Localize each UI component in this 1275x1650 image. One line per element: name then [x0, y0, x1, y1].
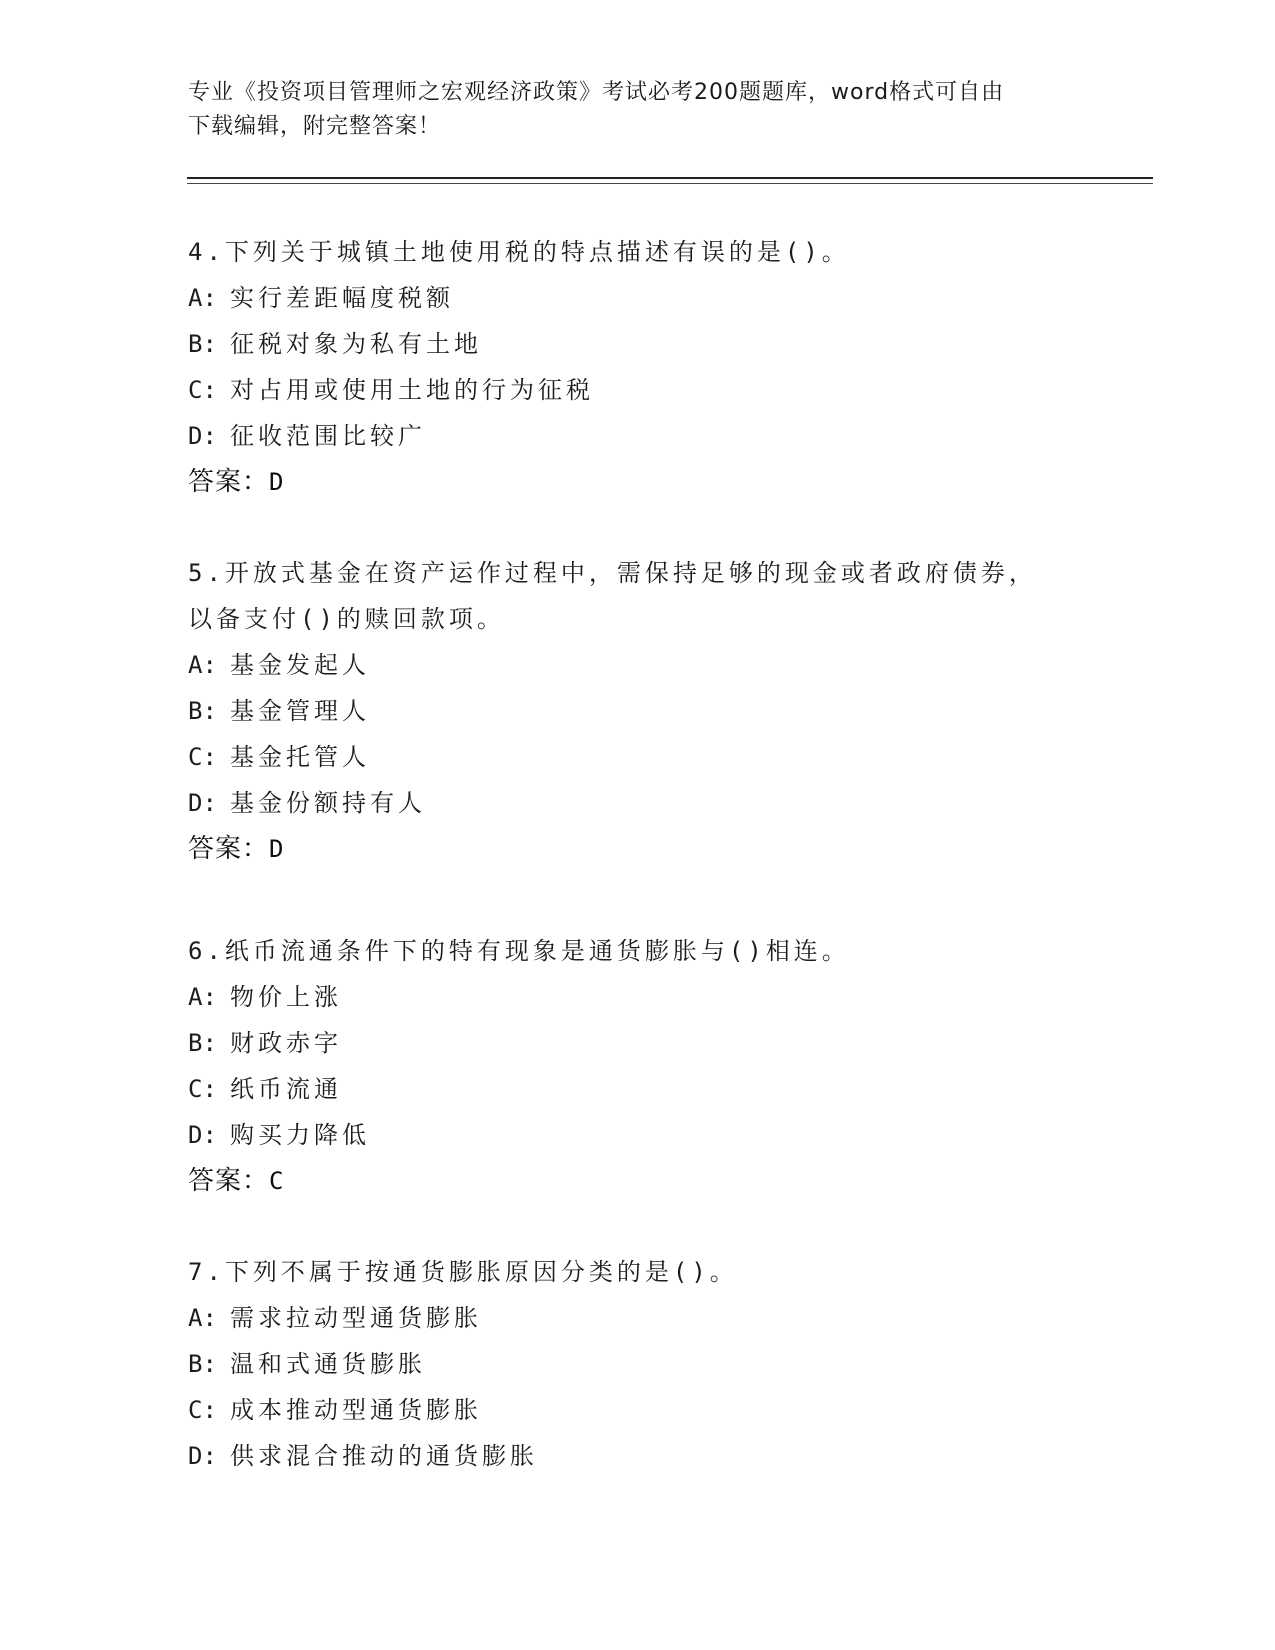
option-text: 实行差距幅度税额	[230, 284, 454, 312]
option-c	[188, 1066, 1088, 1112]
question-stem: 6.纸币流通条件下的特有现象是通货膨胀与()相连。	[188, 937, 850, 965]
option-a	[188, 275, 1088, 321]
option-key: B:	[188, 330, 217, 358]
answer	[188, 1158, 1088, 1204]
question-stem: 4.下列关于城镇土地使用税的特点描述有误的是()。	[188, 238, 850, 266]
option-c	[188, 734, 1088, 780]
header-line-1: 专业《投资项目管理师之宏观经济政策》考试必考200题题库，word格式可自由	[188, 80, 1005, 105]
question-5	[188, 550, 1088, 872]
option-key: C:	[188, 1075, 217, 1103]
option-text: 基金发起人	[230, 651, 370, 679]
option-key: B:	[188, 1029, 217, 1057]
option-b	[188, 321, 1088, 367]
option-text: 购买力降低	[230, 1121, 370, 1149]
option-key: A:	[188, 284, 217, 312]
answer-label: 答案：	[188, 834, 270, 864]
option-key: A:	[188, 651, 217, 679]
option-a	[188, 642, 1088, 688]
answer-value: D	[269, 835, 285, 863]
header-divider-thick	[187, 177, 1153, 179]
answer	[188, 826, 1088, 872]
option-text: 基金托管人	[230, 743, 370, 771]
header-line-2: 下载编辑，附完整答案！	[188, 114, 442, 139]
option-key: A:	[188, 1304, 217, 1332]
option-text: 成本推动型通货膨胀	[230, 1396, 482, 1424]
option-c	[188, 1387, 1088, 1433]
option-text: 需求拉动型通货膨胀	[230, 1304, 482, 1332]
option-key: D:	[188, 1121, 217, 1149]
option-text: 基金份额持有人	[230, 789, 426, 817]
question-7	[188, 1249, 1088, 1479]
option-d	[188, 780, 1088, 826]
option-text: 温和式通货膨胀	[230, 1350, 426, 1378]
option-b	[188, 1020, 1088, 1066]
option-a	[188, 1295, 1088, 1341]
option-text: 基金管理人	[230, 697, 370, 725]
option-key: B:	[188, 1350, 217, 1378]
document-header	[188, 76, 1088, 144]
option-key: C:	[188, 1396, 217, 1424]
option-key: C:	[188, 743, 217, 771]
option-key: D:	[188, 422, 217, 450]
answer-value: C	[269, 1167, 285, 1195]
option-b	[188, 688, 1088, 734]
option-key: C:	[188, 376, 217, 404]
option-key: D:	[188, 1442, 217, 1470]
answer-label: 答案：	[188, 467, 270, 497]
option-text: 纸币流通	[230, 1075, 342, 1103]
option-text: 征税对象为私有土地	[230, 330, 482, 358]
answer-value: D	[269, 468, 285, 496]
option-text: 征收范围比较广	[230, 422, 426, 450]
question-4	[188, 229, 1088, 505]
option-d	[188, 1433, 1088, 1479]
option-key: A:	[188, 983, 217, 1011]
question-stem-continued: 以备支付()的赎回款项。	[188, 605, 505, 633]
answer-label: 答案：	[188, 1166, 270, 1196]
option-a	[188, 974, 1088, 1020]
option-key: B:	[188, 697, 217, 725]
option-text: 供求混合推动的通货膨胀	[230, 1442, 538, 1470]
option-b	[188, 1341, 1088, 1387]
answer	[188, 459, 1088, 505]
header-divider-thin	[187, 183, 1153, 184]
option-text: 对占用或使用土地的行为征税	[230, 376, 594, 404]
option-c	[188, 367, 1088, 413]
option-key: D:	[188, 789, 217, 817]
option-d	[188, 1112, 1088, 1158]
question-stem: 5.开放式基金在资产运作过程中，需保持足够的现金或者政府债券，	[188, 559, 1037, 587]
option-text: 财政赤字	[230, 1029, 342, 1057]
question-6	[188, 928, 1088, 1204]
option-text: 物价上涨	[230, 983, 342, 1011]
option-d	[188, 413, 1088, 459]
question-stem: 7.下列不属于按通货膨胀原因分类的是()。	[188, 1258, 738, 1286]
